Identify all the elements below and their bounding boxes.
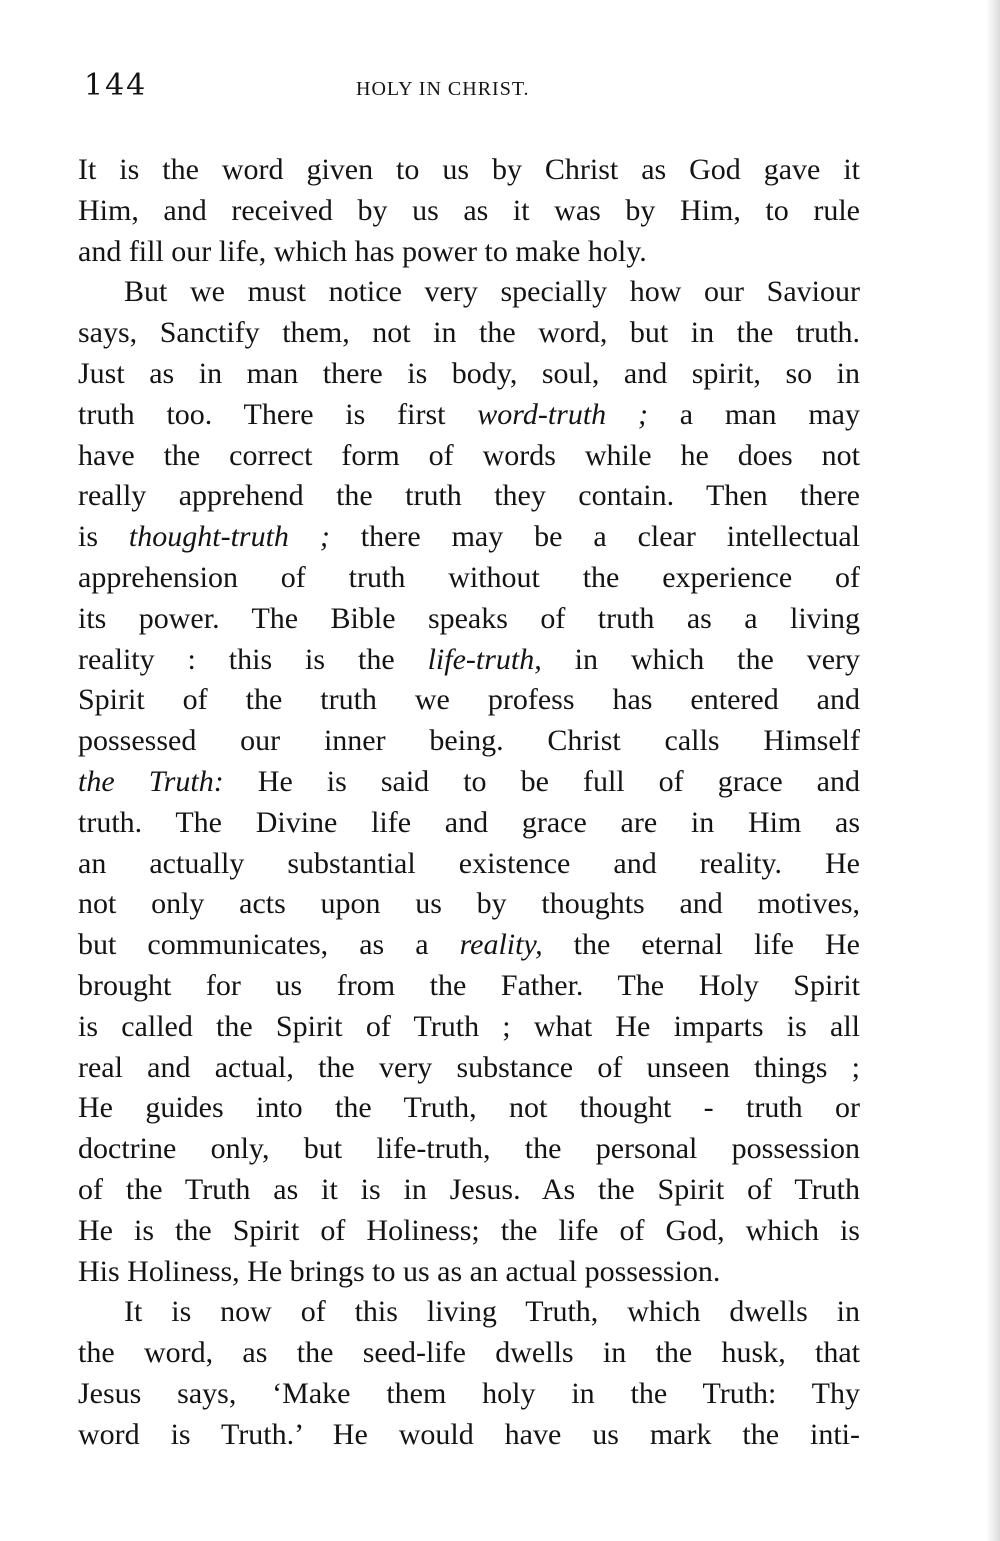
italic-phrase: the Truth: [78,764,224,798]
text-line: It is the word given to us by Christ as God gave it [78,153,860,186]
body-text [78,150,860,1456]
text-line: His Holiness, He brings to us as an actual possession. [78,1254,721,1288]
italic-phrase: word-truth ; [477,397,648,431]
page-number: 144 [84,68,148,103]
text-line: truth. The Divine life and grace are in Him as [78,805,860,839]
text-line: Him, and received by us as it was by Him, to rule [78,193,860,227]
text-line: But we must notice very specially how our Saviour [124,275,860,309]
italic-phrase: reality, [459,928,543,962]
text-line: He is the Spirit of Holiness; the life of God, which is [78,1213,860,1247]
text-line: not only acts upon us by thoughts and motives, [78,887,860,921]
text-line: of the Truth as it is in Jesus. As the Spirit of Truth [78,1172,860,1206]
text-line: is called the Spirit of Truth ; what He imparts is all [78,1009,860,1043]
text-line: an actually substantial existence and reality. He [78,846,860,880]
text-line: Spirit of the truth we profess has entered and [78,683,860,717]
italic-phrase: life-truth, [427,642,542,676]
text-line: reality : this is the life-truth, in which the very [78,642,860,676]
running-title: HOLY IN CHRIST. [356,78,530,100]
text-line: apprehension of truth without the experience of [78,560,860,594]
text-line: word is Truth.’ He would have us mark the inti- [78,1417,860,1451]
text-line: the Truth: He is said to be full of grace and [78,764,860,798]
text-line: He guides into the Truth, not thought - truth or [78,1091,860,1125]
text-line: its power. The Bible speaks of truth as a living [78,601,860,635]
text-line: and fill our life, which has power to make holy. [78,234,647,268]
text-line: is thought-truth ; there may be a clear intellectual [78,520,861,554]
text-line: really apprehend the truth they contain. Then there [78,479,860,513]
text-line: says, Sanctify them, not in the word, but in the truth. [78,316,860,350]
text-line: Just as in man there is body, soul, and spirit, so in [78,356,860,390]
text-line: have the correct form of words while he does not [78,438,860,472]
text-line: the word, as the seed-life dwells in the husk, that [78,1336,860,1370]
italic-phrase: thought-truth ; [128,520,330,554]
text-line: real and actual, the very substance of unseen things ; [78,1050,860,1084]
text-line: doctrine only, but life-truth, the personal possession [78,1132,860,1166]
page-edge-shadow [986,0,1000,1541]
text-line: but communicates, as a reality, the eternal life He [78,928,860,962]
text-line: Jesus says, ‘Make them holy in the Truth: Thy [78,1376,860,1410]
text-line: brought for us from the Father. The Holy Spirit [78,968,860,1002]
text-line: possessed our inner being. Christ calls Himself [78,724,860,758]
text-line: It is now of this living Truth, which dwells in [124,1295,860,1329]
text-line: truth too. There is first word-truth ; a man may [78,397,860,431]
